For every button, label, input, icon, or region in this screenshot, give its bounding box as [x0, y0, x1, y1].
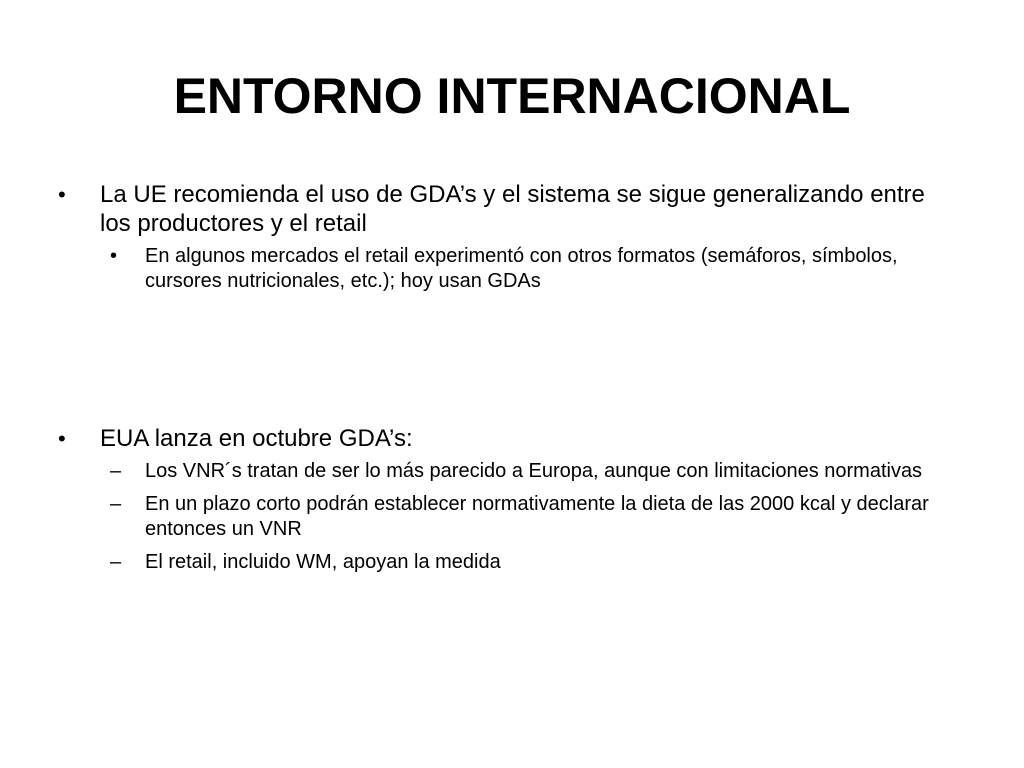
slide-body	[58, 180, 958, 575]
bullet-text: EUA lanza en octubre GDA’s:	[100, 425, 413, 452]
sub-bullet-marker: •	[110, 245, 118, 267]
slide-title: ENTORNO INTERNACIONAL	[173, 68, 851, 124]
bullet-text: La UE recomienda el uso de GDA’s y el sistema se sigue generalizando entre los productores y el retail	[100, 181, 925, 237]
sub-bullet-text: En un plazo corto podrán establecer normativamente la dieta de las 2000 kcal y declarar entonces un VNR	[145, 493, 929, 540]
bullet-marker: •	[58, 426, 66, 451]
sub-bullet-text: El retail, incluido WM, apoyan la medida	[145, 551, 501, 573]
sub-bullet-text: Los VNR´s tratan de ser lo más parecido a Europa, aunque con limitaciones normativas	[145, 460, 923, 482]
sub-bullet-2000-kcal	[100, 492, 958, 542]
bullet-eua-launch	[58, 424, 958, 453]
dash-marker: –	[110, 551, 122, 573]
bullet-gda-recommendation	[58, 180, 958, 238]
sub-bullet-retail-support	[100, 550, 958, 575]
dash-marker: –	[110, 460, 122, 482]
dash-marker: –	[110, 493, 122, 515]
bullet-marker: •	[58, 182, 66, 207]
sub-bullet-text: En algunos mercados el retail experimentó con otros formatos (semáforos, símbolos, cursores nutricionales, etc.); hoy usan GDAs	[145, 245, 898, 292]
sub-bullet-retail-formats	[100, 244, 958, 294]
sub-bullet-vnr-europe	[100, 459, 958, 484]
